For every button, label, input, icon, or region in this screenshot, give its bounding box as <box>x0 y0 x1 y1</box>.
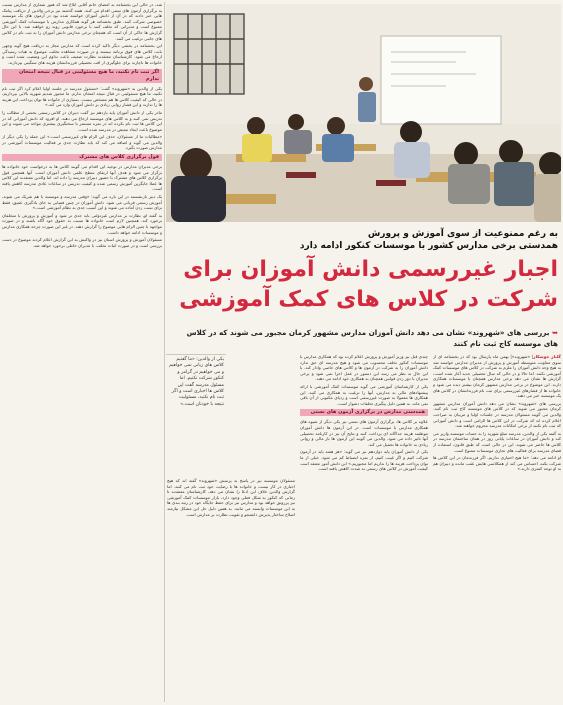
headline-line-2: شرکت در کلاس های کمک آموزشی <box>179 287 558 312</box>
left-subhead-2: قول برگزاری کلاس های مشترک <box>2 154 162 161</box>
classroom-photo <box>166 4 561 222</box>
kicker-line-1: به رغم ممنوعیت از سوی آموزش و پرورش <box>367 229 558 239</box>
lede <box>172 327 558 349</box>
body-column-1: گلناز خوشکار| «شهروند»| بهمن ماه پارسال بود که در بخشنامه ای از سوی معاونت متوسطه آموزش و پرورش از مدیران مدارس خواسته شد به هیچ وجه دانش آموزان را ملزم به شرکت در کلاس های موسسات کمک آموزشی نکنند. اما حالا و در حالی که سال تحصیلی جدید آغاز شده است، گزارش ها نشان می دهد برخی مدارس همچنان با موسسات همکاری دارند. این موضوع در برخی مدارس مشهور کرمان بیشتر دیده می شود و خانواده ها از فشارهای غیررسمی برای ثبت نام فرزندانشان در کلاس های یک موسسه خبر می دهند. بررسی های «شهروند» نشان می دهد دانش آموزان مدارس مشهور کرمان مجبور می شوند که در کلاس های موسسه کاج ثبت نام کنند. والدین می گویند مسئولان مدرسه در جلسات اولیا و مربیان به صراحت اعلام کرده اند که شرکت در این کلاس ها الزامی است و دانش آموزانی که ثبت نام نکنند از برخی امکانات مدرسه محروم خواهند شد. به گفته یکی از والدین، مدرسه مبلغ شهریه را به حساب موسسه واریز می کند و دانش آموزان در ساعات پایانی روز در همان ساختمان مدرسه در کلاس ها حاضر می شوند. این در حالی است که طبق قانون، استفاده از فضای مدرسه برای فعالیت های تجاری موسسات ممنوع است. او ادامه می دهد: «ما هیچ اختیاری نداریم. اگر فرزندمان در این کلاس ها شرکت نکند، احساس می کند از همکلاسی هایش عقب مانده و دبیران هم به او توجه کمتری دارند.» <box>433 354 561 472</box>
body-column-2: چندی قبل نیز وزیر آموزش و پرورش اعلام کرده بود که همکاری مدارس با موسسات کنکور تخلف محسوب می شود و هیچ مدرسه ای حق ندارد دانش آموزان را به شرکت در آزمون ها و کلاس های خاصی وادار کند. با این حال به نظر می رسد این دستور در عمل اجرا نمی شود و برخی مدیران با دور زدن قوانین همچنان به همکاری خود ادامه می دهند. یکی از کارشناسان آموزشی می گوید موسسات کمک آموزشی با ارائه پیشنهادهای مالی به مدارس، آنها را ترغیب به همکاری می کنند. این همکاری ها معمولا به صورت غیررسمی است و ردپای مکتوبی از آن باقی نمی ماند، به همین دلیل پیگیری تخلفات دشوار است. همدستی مدارس در برگزاری آزمون های تستی علاوه بر کلاس ها، برگزاری آزمون های تستی نیز یکی دیگر از شیوه های همکاری مدارس با موسسات است. در این آزمون ها دانش آموزان موظفند هزینه جداگانه ای پرداخت کنند و نتایج آن نیز در کارنامه تحصیلی آنها تاثیر داده می شود. والدین می گویند این آزمون ها بار مالی و روانی زیادی به خانواده ها تحمیل می کند. یکی از دانش آموزان پایه دوازدهم نیز می گوید: «هر هفته باید در آزمون شرکت کنیم و اگر غیبت کنیم، از نمره انضباط کم می شود. خیلی از ما توان پرداخت هزینه ها را نداریم اما مجبوریم.» این دانش آموز معتقد است کیفیت آموزش در کلاس های رسمی به شدت کاهش یافته است. <box>300 354 428 472</box>
kicker <box>200 228 558 252</box>
left-column-body: شد، در حالی این بخشنامه به امضای خانم آقایی ابلاغ شد که هنوز شماری از مدارس نسبت به برگزاری آزمون های تستی اقدام می کنند. هفته گذشته نیز برخی والدین از دریافت پیامک هایی خبر دادند که در آن از دانش آموزان خواسته شده بود در آزمون های یک موسسه خصوصی شرکت کنند. طبق بخشنامه هر گونه همکاری مدارس با موسسات کمک آموزشی ممنوع است و مدیرانی که تخلف کنند با برخورد قانونی روبه رو خواهند شد. با این حال گزارش ها حاکی از آن است که همچنان برخی مدارس دانش آموزان را به ثبت نام در کلاس های جانبی ترغیب می کنند. این بخشنامه در بخشی دیگر تاکید کرده است که مدارس مجاز به دریافت هیچ گونه وجهی بابت کلاس های فوق برنامه نیستند و در صورت مشاهده تخلف، موضوع به هیات رسیدگی ارجاع می شود. کارشناسان معتقدند نظارت ضعیف باعث تداوم این وضعیت شده است و خانواده ها ناچارند برای جلوگیری از افت تحصیلی فرزندانشان هزینه های سنگینی بپردازند. اگر ثبت نام نکنید، ما هیچ مسئولیتی در قبال نتیجه امتحان ندارم یکی از والدین به «شهروند» گفت: «مسئول مدرسه در جلسه اولیا اعلام کرد اگر ثبت نام نکنید، ما هیچ مسئولیتی در قبال نتیجه امتحان ندارم. ما مجبور شدیم شهریه بالایی بپردازیم، در حالی که کیفیت کلاس ها هم مشخص نیست. بسیاری از خانواده ها توان پرداخت این هزینه ها را ندارند و این فشار روانی زیادی بر دانش آموزان وارد می کند.» مادر یکی از دانش آموزان پایه یازدهم نیز گفت دبیران در کلاس رسمی بخشی از مطالب را تدریس نمی کنند و به کلاس های موسسه ارجاع می دهند. او افزود که دانش آموزانی که در این کلاس ها ثبت نام نکرده اند در نمره مستمر با سختگیری بیشتری مواجه می شوند و این موضوع باعث ایجاد تبعیض در مدرسه شده است. «مطالبات ما از مسئولان، حذف این الزام های غیررسمی است.» این جمله را یکی دیگر از والدین می گوید و اضافه می کند که باید نظارت جدی بر فعالیت موسسات آموزشی در مدارس صورت بگیرد. قول برگزاری کلاس های مشترک برخی مدیران مدارس در توجیه این اقدام می گویند کلاس ها به درخواست خود خانواده ها برگزار می شود و هدف آنها ارتقای سطح علمی دانش آموزان است. آنها همچنین قول برگزاری کلاس های مشترک با حضور دبیران مدرسه را داده اند. اما والدین معتقدند این کلاس ها عملا جایگزین آموزش رسمی شده و کیفیت تدریس در ساعات عادی مدرسه کاهش یافته است. یک دبیر بازنشسته در این باره می گوید: «وقتی مدرسه و موسسه با هم شریک می شوند، آموزش رسمی قربانی می شود. دانش آموزان در چنین فضایی به جای یادگیری عمیق، فقط برای تست زدن آماده می شوند و این آسیب جدی به نظام آموزشی است.» به گفته او، نظارت بر مدارس غیردولتی باید جدی تر شود و آموزش و پرورش با متخلفان برخورد کند. همچنین لازم است خانواده ها نسبت به حقوق خود آگاه باشند و در صورت مواجهه با چنین الزام هایی موضوع را گزارش دهند. در غیر این صورت چرخه همکاری مدارس و موسسات ادامه خواهد داشت. مسئولان آموزش و پرورش استان نیز در واکنش به این گزارش اعلام کردند موضوع در دست بررسی است و در صورت اثبات تخلف، با مدیران خاطی برخورد خواهد شد. <box>2 2 162 248</box>
left-subhead-1: اگر ثبت نام نکنید، ما هیچ مسئولیتی در قبال نتیجه امتحان ندارم <box>2 69 162 83</box>
body-column-3: مسئولان موسسه نیز در پاسخ به پرسش «شهروند» گفته اند که هیچ اجباری در کار نیست و خانواده ها با رضایت خود ثبت نام می کنند. اما گزارش والدین خلاف این ادعا را نشان می دهد. کارشناسان معتقدند تا زمانی که کنکور به شکل فعلی وجود دارد، بازار موسسات کمک آموزشی نیز پررونق خواهد بود و مدارس نیز برای حفظ جایگاه خود در رتبه بندی ها به این موسسات وابسته می مانند. به همین دلیل حل این مشکل نیازمند اصلاح ساختار پذیرش دانشجو و تقویت نظارت بر مدارس است. <box>167 478 295 517</box>
headline-line-1: اجبار غیررسمی دانش آموزان برای <box>183 257 558 282</box>
body-subhead: همدستی مدارس در برگزاری آزمون های تستی <box>300 409 428 416</box>
classroom-photo-illustration <box>166 4 561 222</box>
headline <box>172 255 558 315</box>
pullquote: یکی از والدین: «ما گفتیم کلاس های زبانی نمی خواهیم و می خواهیم در گرامر و کنکور شرکت نکنیم. اما مسئول مدرسه گفت این کلاس ها اجباری است و اگر ثبت نام نکنید، مسئولیت نتیجه با خودتان است.» <box>166 354 226 474</box>
byline: گلناز خوشکار <box>533 354 561 359</box>
kicker-line-2: همدستی برخی مدارس کشور با موسسات کنکور ادامه دارد <box>299 241 558 251</box>
left-text-column <box>2 2 162 702</box>
lede-arrow-icon: ➥ <box>551 328 558 337</box>
lede-text: بررسی های «شهروند» نشان می دهد دانش آموزان مدارس مشهور کرمان مجبور می شوند که در کلاس های موسسه کاج ثبت نام کنند <box>186 328 558 348</box>
column-divider <box>164 2 165 702</box>
